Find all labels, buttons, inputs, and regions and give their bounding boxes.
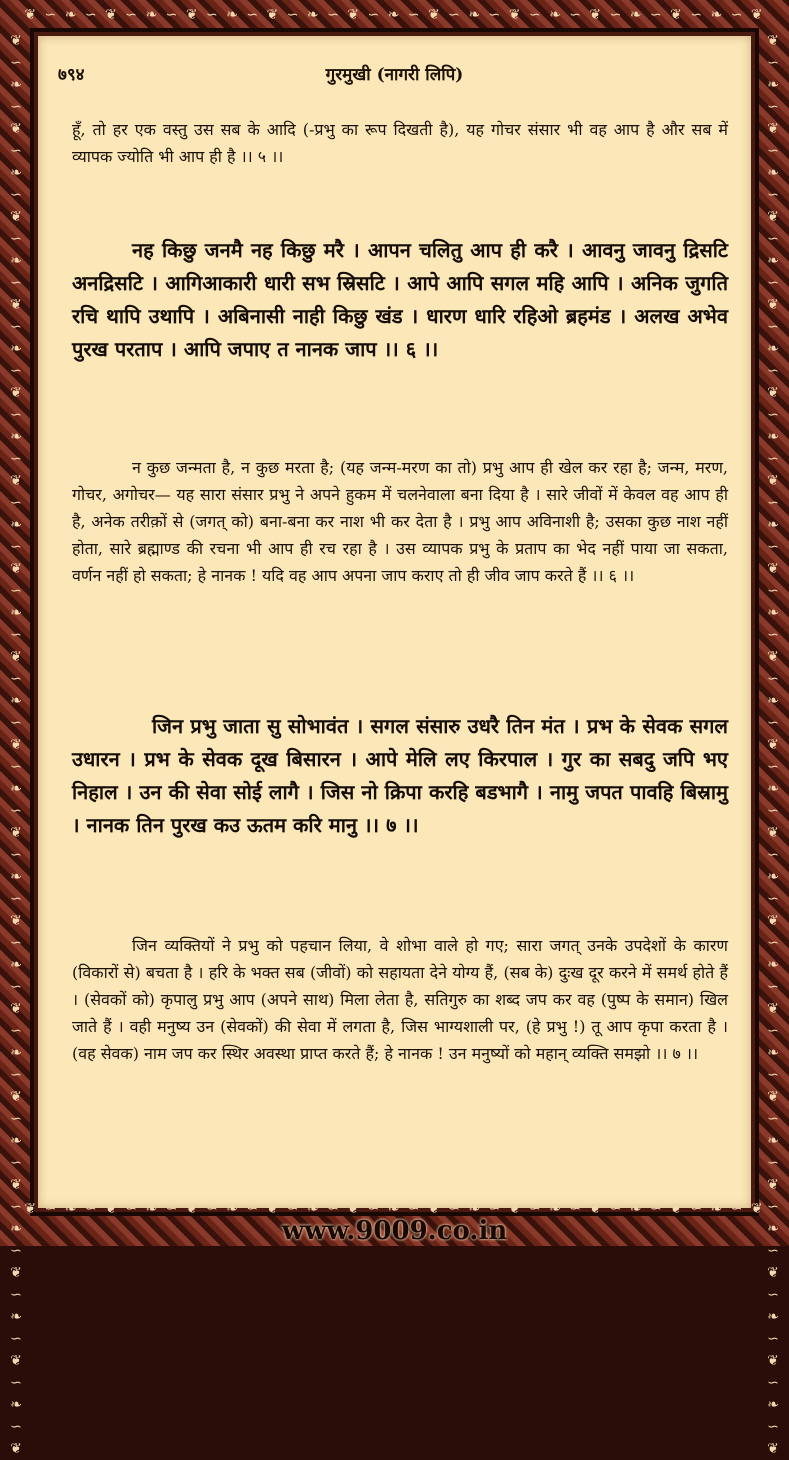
page-number: ७९४	[58, 65, 85, 85]
translation-paragraph-5: हूँ, तो हर एक वस्तु उस सब के आदि (-प्रभु का रूप दिखती है), यह गोचर संसार भी वह आप है और सब में व्यापक ज्योति भी आप ही है ।। ५ ।।	[72, 120, 728, 166]
website-link[interactable]: www.9009.co.in	[281, 1216, 508, 1246]
translation-paragraph-6: न कुछ जन्मता है, न कुछ मरता है; (यह जन्म-मरण का तो) प्रभु आप ही खेल कर रहा है; जन्म, मरण, गोचर, अगोचर— यह सारा संसार प्रभु ने अपने हुकम में चलनेवाला बना दिया है । सारे जीवों में केवल वह आप ही है, अनेक तरीक़ों से (जगत् को) बना-बना कर नाश भी कर देता है । प्रभु आप अविनाशी है; उसका कुछ नाश नहीं होता, सारे ब्रह्माण्ड की रचना भी आप ही रच रहा है । उस व्यापक प्रभु के प्रताप का भेद नहीं पाया जा सकता, वर्णन नहीं हो सकता; हे नानक ! यदि वह आप अपना जाप कराए तो ही जीव जाप करते हैं ।। ६ ।।	[72, 458, 728, 585]
scripture-page	[38, 36, 751, 1208]
page-header	[38, 58, 751, 86]
gurbani-verse-7: जिन प्रभु जाता सु सोभावंत । सगल संसारु उधरै तिन मंत । प्रभ के सेवक सगल उधारन । प्रभ के सेवक दूख बिसारन । आपे मेलि लए किरपाल । गुर का सबदु जपि भए निहाल । उन की सेवा सोई लागै । जिस नो क्रिपा करहि बडभागै । नामु जपत पावहि बिस्रामु । नानक तिन पुरख कउ ऊतम करि मानु ।। ७ ।।	[72, 714, 728, 837]
bottom-ornament-border: ❦ ∽ ❧ ∽ ❦ ∽ ❧ ∽ ❦ ∽ ❧ ∽ ❦ ∽ ❧ ∽ ❦ ∽ ❧ ∽ ❦ ∽ ❧ ∽ ❦ ∽ ❧ ∽ ❦ ∽ ❧ ∽ ❦ ∽ ❧ ∽ ❦	[24, 1201, 765, 1217]
gurbani-verse-6: नह किछु जनमै नह किछु मरै । आपन चलितु आप ही करै । आवनु जावनु द्रिसटि अनद्रिसटि । आगिआकारी धारी सभ स्रिसटि । आपे आपि सगल महि आपि । अनिक जुगति रचि थापि उथापि । अबिनासी नाही किछु खंड । धारण धारि रहिओ ब्रहमंड । अलख अभेव पुरख परताप । आपि जपाए त नानक जाप ।। ६ ।।	[72, 238, 728, 361]
left-ornament-border: ❦ ∽ ❧ ∽ ❦ ∽ ❧ ∽ ❦ ∽ ❧ ∽ ❦ ∽ ❧ ∽ ❦ ∽ ❧ ∽ ❦ ∽ ❧ ∽ ❦ ∽ ❧ ∽ ❦ ∽ ❧ ∽ ❦ ∽ ❧ ∽ ❦ ∽ ❧ ∽ ❦ ∽ ❧ ∽ ❦ ∽ ❧ ∽ ❦ ∽ ❧ ∽ ❦ ∽ ❧ ∽ ❦ ∽ ❧ ∽ ❦ ∽ ❧ ∽ ❦	[10, 33, 22, 1457]
translation-paragraph-7: जिन व्यक्तियों ने प्रभु को पहचान लिया, वे शोभा वाले हो गए; सारा जगत् उनके उपदेशों के कारण (विकारों से) बचता है । हरि के भक्त सब (जीवों) को सहायता देने योग्य हैं, (सब के) दुःख दूर करने में समर्थ होते हैं । (सेवकों को) कृपालु प्रभु आप (अपने साथ) मिला लेता है, सतिगुरु का शब्द जप कर वह (पुष्प के समान) खिल जाते हैं । वही मनुष्य उन (सेवकों) की सेवा में लगता है, जिस भाग्यशाली पर, (हे प्रभु !) तू आप कृपा करता है । (वह सेवक) नाम जप कर स्थिर अवस्था प्राप्त करते हैं; हे नानक ! उन मनुष्यों को महान् व्यक्ति समझो ।। ७ ।।	[72, 936, 728, 1063]
right-ornament-border: ❦ ∽ ❧ ∽ ❦ ∽ ❧ ∽ ❦ ∽ ❧ ∽ ❦ ∽ ❧ ∽ ❦ ∽ ❧ ∽ ❦ ∽ ❧ ∽ ❦ ∽ ❧ ∽ ❦ ∽ ❧ ∽ ❦ ∽ ❧ ∽ ❦ ∽ ❧ ∽ ❦ ∽ ❧ ∽ ❦ ∽ ❧ ∽ ❦ ∽ ❧ ∽ ❦ ∽ ❧ ∽ ❦ ∽ ❧ ∽ ❦ ∽ ❧ ∽ ❦	[767, 33, 779, 1457]
page-title: गुरमुखी (नागरी लिपि)	[325, 65, 464, 85]
top-ornament-border: ❦ ∽ ❧ ∽ ❦ ∽ ❧ ∽ ❦ ∽ ❧ ∽ ❦ ∽ ❧ ∽ ❦ ∽ ❧ ∽ ❦ ∽ ❧ ∽ ❦ ∽ ❧ ∽ ❦ ∽ ❧ ∽ ❦ ∽ ❧ ∽ ❦	[24, 7, 765, 23]
